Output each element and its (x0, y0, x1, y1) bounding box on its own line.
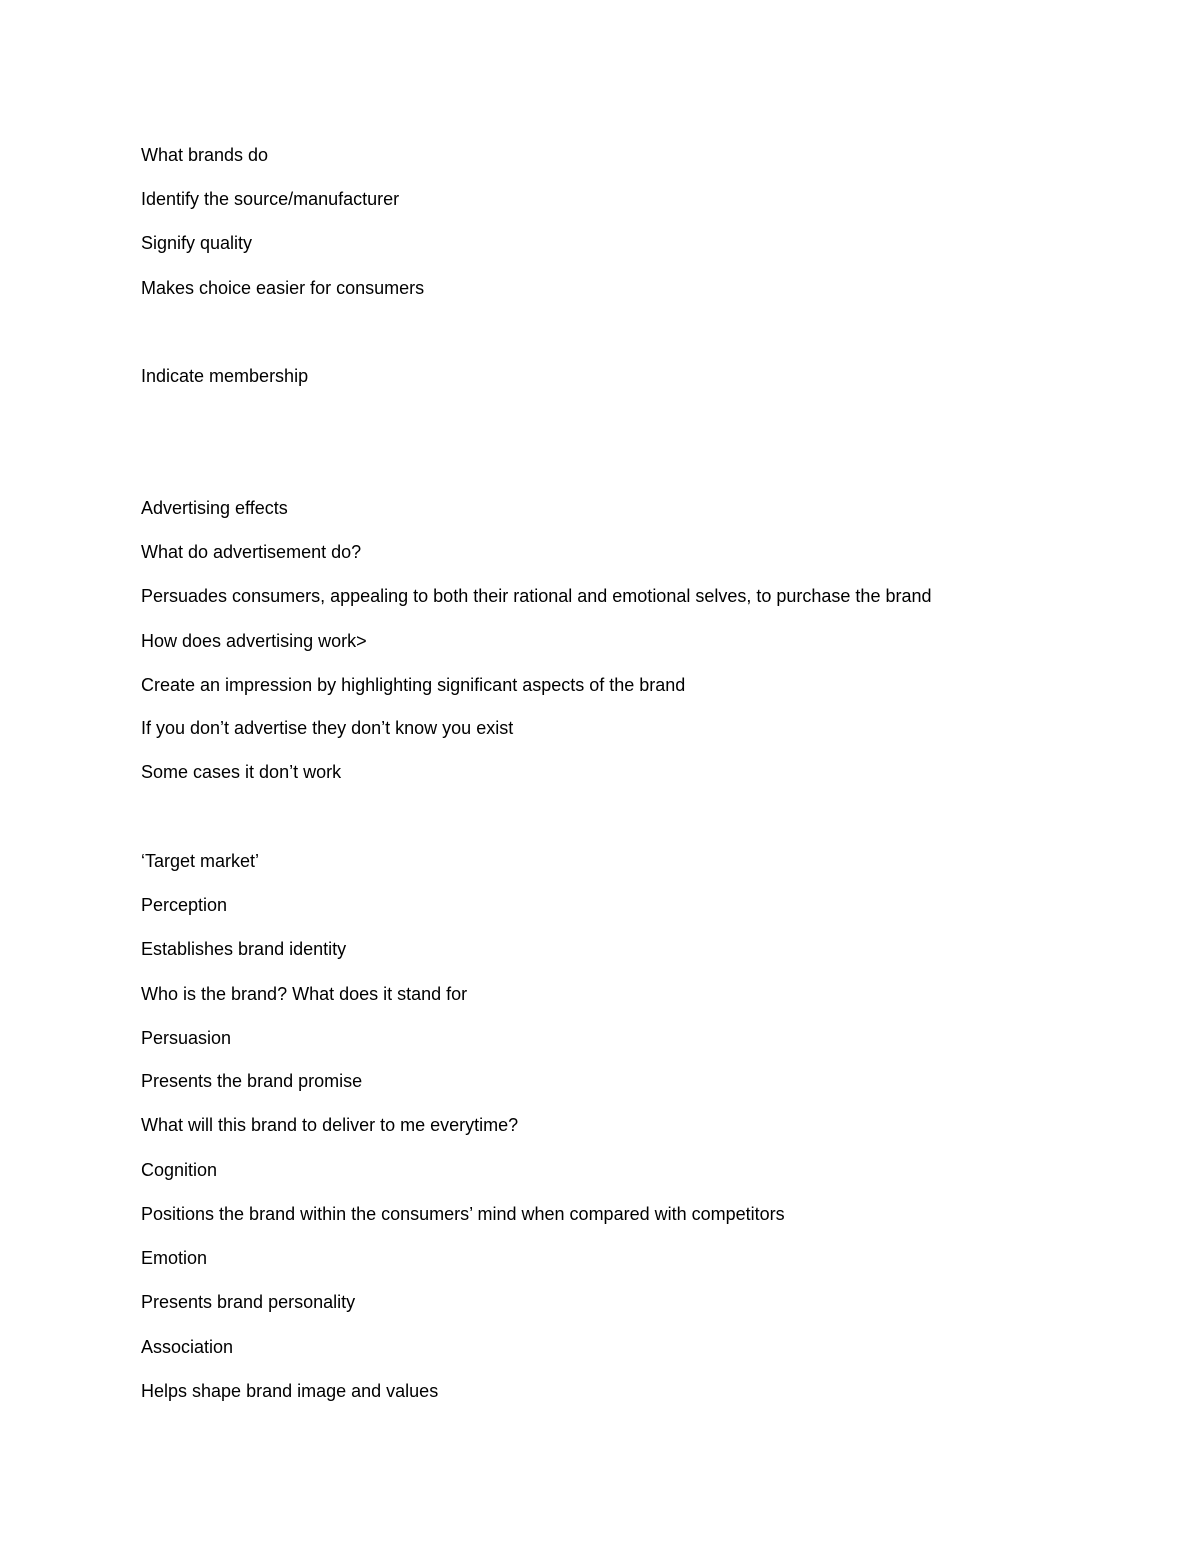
text-line: Emotion (141, 1248, 208, 1268)
text-line: Positions the brand within the consumers’ mind when compared with competitors (141, 1204, 785, 1224)
heading-what-brands-do: What brands do (141, 145, 269, 165)
text-line: How does advertising work> (141, 631, 367, 651)
text-line: Some cases it don’t work (141, 762, 342, 782)
heading-target-market: ‘Target market’ (141, 851, 260, 871)
text-line: Create an impression by highlighting significant aspects of the brand (141, 675, 686, 695)
text-line: Persuades consumers, appealing to both their rational and emotional selves, to purchase the brand (141, 586, 932, 606)
text-line: Association (141, 1337, 234, 1357)
text-line: Makes choice easier for consumers (141, 278, 425, 298)
text-line: Perception (141, 895, 228, 915)
text-line: Helps shape brand image and values (141, 1381, 439, 1401)
text-line: Who is the brand? What does it stand for (141, 984, 468, 1004)
text-line: What will this brand to deliver to me everytime? (141, 1115, 519, 1135)
text-line: Indicate membership (141, 366, 309, 386)
text-line: Identify the source/manufacturer (141, 189, 400, 209)
text-line: Persuasion (141, 1028, 232, 1048)
text-line: What do advertisement do? (141, 542, 362, 562)
text-line: If you don’t advertise they don’t know you exist (141, 718, 514, 738)
text-line: Presents brand personality (141, 1292, 356, 1312)
heading-advertising-effects: Advertising effects (141, 498, 288, 518)
text-line: Signify quality (141, 233, 253, 253)
text-line: Presents the brand promise (141, 1071, 363, 1091)
text-line: Establishes brand identity (141, 939, 347, 959)
text-line: Cognition (141, 1160, 218, 1180)
